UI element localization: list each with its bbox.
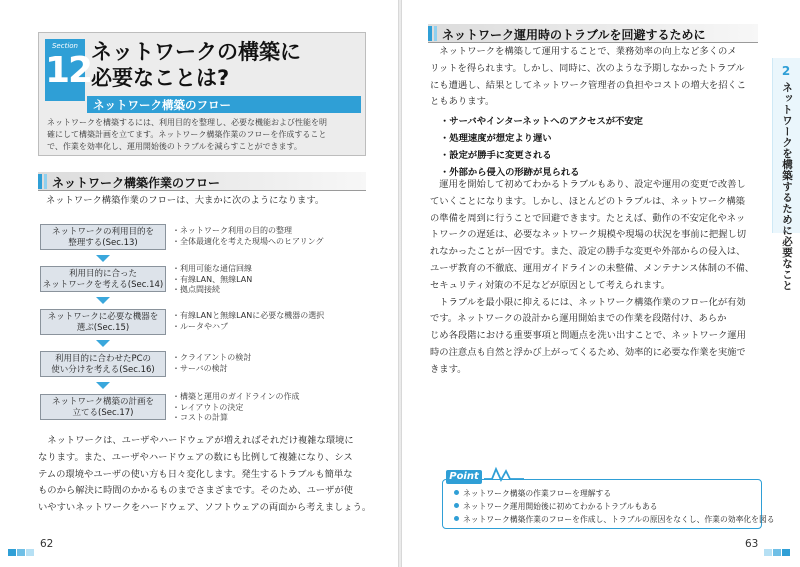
heading-accent-light [434,26,437,41]
flow-arrow-icon [96,382,110,389]
flow-notes-2 [172,264,252,296]
flow-step-text: 整理する(Sec.13) [68,238,138,248]
body-line: トラブルを最小限に抑えるには、ネットワーク構築作業のフロー化が有効 [430,296,746,308]
heading-accent [38,174,42,189]
body-line: リットを得られます。しかし、同時に、次のような予期しなかったトラブル [430,62,745,74]
section-title-line1: ネットワークの構築に [91,40,301,64]
point-text: ネットワーク構築作業のフローを作成し、トラブルの原因をなくし、作業の効率化を図る [463,515,775,524]
flow-step-4 [40,351,166,377]
page-number-left: 62 [40,538,54,550]
body-line: 時の注意点も自然と浮かび上がってくるため、効率的に必要な作業を実施で [430,346,746,358]
body-line: じめ各段階における重要事項と問題点を洗い出すことで、ネットワーク運用 [430,330,746,342]
flow-note: ・有線LAN、無線LAN [172,274,253,284]
trouble-bullet-3: ・設定が勝手に変更される [440,150,552,161]
flow-step-text: ネットワークの利用目的を [51,227,154,237]
flow-note: ・拠点間接続 [172,285,220,294]
flow-step-2 [40,266,166,292]
flow-heading-text: ネットワーク構築作業のフロー [52,176,221,190]
body-line: 運用を開始して初めてわかるトラブルもあり、設定や運用の変更で改善し [430,179,746,190]
flow-note: ・コストの計算 [172,413,228,422]
bullet-dot-icon [454,490,459,495]
body-line: セキュリティ対策の不足などが原因として考えられます。 [430,279,671,291]
heading-accent [428,26,432,41]
book-gutter [398,0,402,567]
section-title-line2: 必要なことは? [91,66,230,90]
section-subtitle: ネットワーク構築のフロー [87,96,361,113]
flow-note: ・レイアウトの決定 [172,402,244,412]
body-line: です。ネットワークの設計から運用開始までの作業を段階付け、あらか [430,313,727,325]
point-label: Point [446,470,482,484]
section-number: 12 [45,50,92,91]
point-text: ネットワーク構築の作業フローを理解する [463,489,612,498]
flow-arrow-icon [96,340,110,347]
body-line: ネットワークを構築して運用することで、業務効率の向上など多くのメ [430,46,737,57]
desc-line: で、作業を効率化し、運用開始後のトラブルを減らすことができます。 [47,142,302,151]
body-line: にも遭遇し、結果としてネットワーク管理者の負担やコストの増大を招くこ [430,79,747,91]
chapter-title-vertical: ネットワークを構築するために必要なこと [781,82,793,291]
zigzag-icon [484,466,524,482]
body-line: ユーザ教育の不徹底、運用ガイドラインの未整備、メンテナンス体制の不備、 [430,262,755,274]
body-line: いやすいネットワークをハードウェア、ソフトウェアの両面から考えましょう。 [38,502,372,514]
flow-note: ・構築と運用のガイドラインの作成 [172,392,300,401]
trouble-heading-text: ネットワーク運用時のトラブルを回避するために [442,28,706,42]
page-number-right: 63 [745,538,759,550]
flow-step-text: 立てる(Sec.17) [72,408,134,418]
trouble-heading [428,24,758,43]
right-para-2 [430,177,766,379]
bullet-dot-icon [454,503,459,508]
flow-intro: ネットワーク構築作業のフローは、大まかに次のようになります。 [46,195,325,206]
flow-notes-3 [172,311,324,332]
page-marker-left [8,541,35,548]
body-line: ともあります。 [430,96,495,108]
body-line: の準備を周到に行うことで回避できます。たとえば、動作の不安定化やネッ [430,212,746,224]
point-item-3 [454,514,775,525]
trouble-bullet-1: ・サーバやインターネットへのアクセスが不安定 [440,116,643,127]
flow-arrow-icon [96,255,110,262]
trouble-bullet-2: ・処理速度が想定より遅い [440,133,552,144]
flow-note: ・ネットワーク利用の目的の整理 [172,226,292,235]
point-item-1 [454,488,611,499]
section-title [91,39,361,91]
body-line: ネットワークは、ユーザやハードウェアが増えればそれだけ複雑な環境に [38,435,354,446]
flow-step-1 [40,224,166,250]
flow-step-text: ネットワークに必要な機器を [47,312,159,322]
trouble-bullet-4: ・外部から侵入の形跡が見られる [440,167,580,178]
flow-note: ・クライアントの検討 [172,353,252,362]
bullet-dot-icon [454,516,459,521]
flow-step-text: 使い分けを考える(Sec.16) [51,365,155,375]
flow-note: ・利用可能な通信回線 [172,264,252,273]
flow-step-text: ネットワーク構築の計画を [51,397,154,407]
flow-step-text: 選ぶ(Sec.15) [76,323,130,333]
flow-step-text: 利用目的に合わせたPCの [54,354,152,364]
right-para-1 [430,44,765,111]
point-text: ネットワーク運用開始後に初めてわかるトラブルもある [463,502,658,511]
flow-note: ・ルータやハブ [172,321,228,331]
flow-note: ・サーバの検討 [172,363,228,373]
flow-step-text: 利用目的に合った [68,269,137,279]
body-line: れなかったことが一因です。また、設定の勝手な変更や外部からの侵入は、 [430,246,746,258]
desc-line: ネットワークを構築するには、利用目的を整理し、必要な機能および性能を明 [47,118,327,127]
section-word: Section [51,42,78,50]
desc-line: 確にして構築計画を立てます。ネットワーク構築作業のフローを作成すること [47,130,327,139]
body-line: テムの環境やユーザの使い方も日々変化します。発生するトラブルも簡単な [38,468,353,480]
body-line: きます。 [430,363,467,375]
flow-note: ・全体最適化を考えた現場へのヒアリング [172,236,324,246]
chapter-number: 2 [781,64,791,78]
flow-step-5 [40,394,166,420]
flow-note: ・有線LANと無線LANに必要な機器の選択 [172,311,325,320]
body-line: トワークの遅延は、必要なネットワーク規模や現場の状況を事前に把握し切 [430,229,747,241]
heading-accent-light [44,174,47,189]
body-line: ていくことになります。しかし、ほとんどのトラブルは、ネットワーク構築 [430,195,745,207]
section-description [47,117,361,153]
flow-step-text: ネットワークを考える(Sec.14) [42,280,164,290]
flow-step-3 [40,309,166,335]
flow-arrow-icon [96,297,110,304]
page-marker-right [764,541,791,548]
section-header [38,32,366,156]
point-item-2 [454,501,658,512]
flow-notes-1 [172,226,324,247]
section-badge [45,39,92,101]
body-line: なります。また、ユーザやハードウェアの数にも比例して複雑になり、シス [38,451,353,463]
body-line: ものから解決に時間のかかるものまでさまざまです。そのため、ユーザが使 [38,485,353,497]
flow-notes-5 [172,392,300,424]
left-body-text [38,433,373,517]
flow-heading [38,172,366,191]
flow-notes-4 [172,353,251,374]
